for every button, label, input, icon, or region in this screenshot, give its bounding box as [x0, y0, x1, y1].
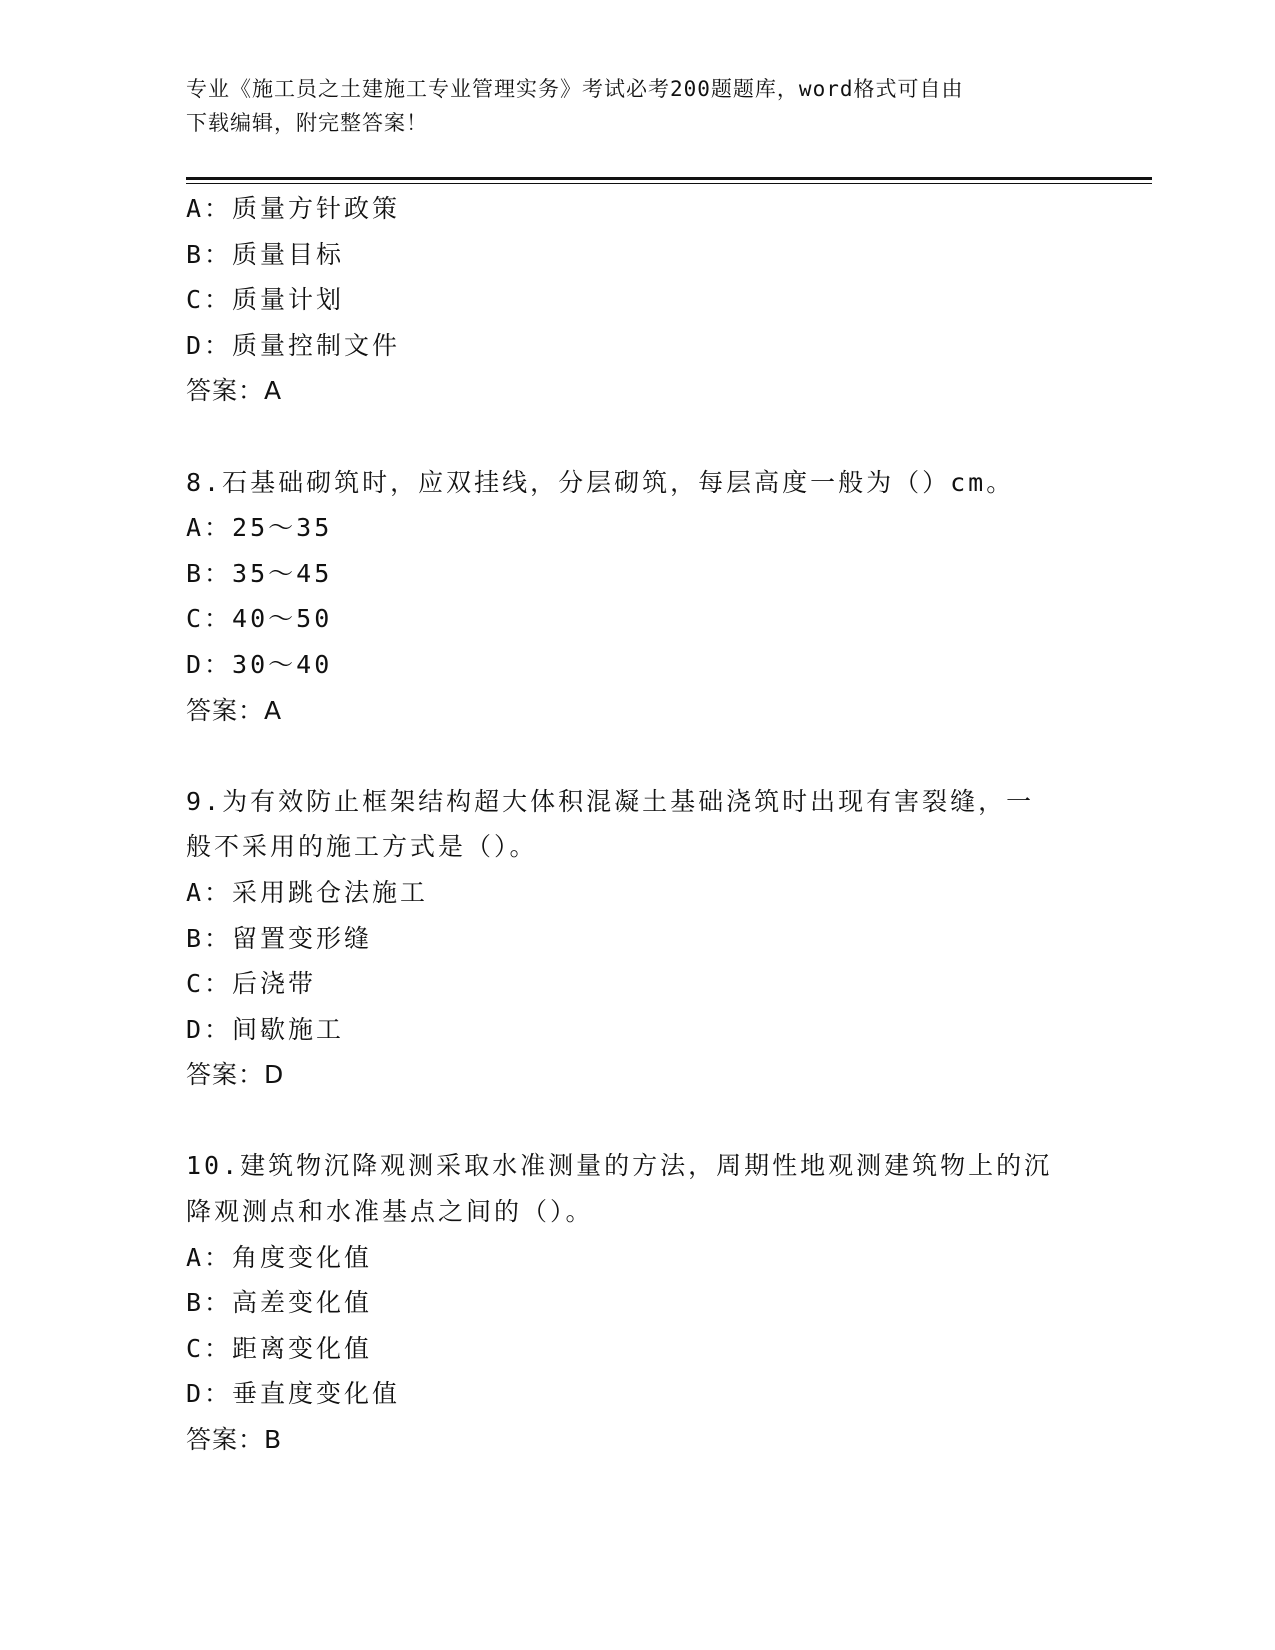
spacer: [186, 414, 1086, 460]
answer: 答案：A: [186, 695, 283, 725]
spacer: [186, 733, 1086, 779]
option-c: C：距离变化值: [186, 1333, 373, 1363]
question-10: [186, 1143, 1086, 1462]
option-d: D：间歇施工: [186, 1014, 345, 1044]
document-header: [186, 72, 1066, 140]
question-text-line-1: 10.建筑物沉降观测采取水准测量的方法，周期性地观测建筑物上的沉: [186, 1151, 1053, 1181]
option-c: C：质量计划: [186, 285, 345, 315]
spacer: [186, 1098, 1086, 1144]
answer: 答案：A: [186, 376, 283, 406]
option-c: C：40～50: [186, 604, 333, 634]
option-a: A：质量方针政策: [186, 194, 401, 223]
option-a: A：角度变化值: [186, 1242, 373, 1272]
option-c: C：后浇带: [186, 969, 317, 999]
option-a: A：采用跳仓法施工: [186, 877, 429, 907]
question-text-line-2: 降观测点和水准基点之间的（）。: [186, 1197, 594, 1227]
header-line-1: 专业《施工员之土建施工专业管理实务》考试必考200题题库，word格式可自由: [186, 77, 964, 101]
question-list: [186, 186, 1086, 1463]
header-line-2: 下载编辑，附完整答案！: [186, 111, 428, 135]
question-9: [186, 779, 1086, 1098]
question-text: 8.石基础砌筑时，应双挂线，分层砌筑，每层高度一般为（）cm。: [186, 467, 1015, 497]
question-text-line-1: 9.为有效防止框架结构超大体积混凝土基础浇筑时出现有害裂缝，一: [186, 786, 1035, 816]
option-b: B：35～45: [186, 558, 333, 588]
option-a: A：25～35: [186, 513, 333, 543]
header-divider-thin: [186, 183, 1152, 184]
question-7: [186, 186, 1086, 414]
option-d: D：30～40: [186, 649, 333, 679]
option-d: D：垂直度变化值: [186, 1379, 401, 1409]
answer: 答案：B: [186, 1425, 283, 1455]
header-divider-thick: [186, 177, 1152, 180]
answer: 答案：D: [186, 1060, 285, 1090]
question-text-line-2: 般不采用的施工方式是（）。: [186, 832, 538, 862]
option-d: D：质量控制文件: [186, 330, 401, 360]
option-b: B：高差变化值: [186, 1288, 373, 1318]
option-b: B：留置变形缝: [186, 923, 373, 953]
question-8: [186, 460, 1086, 734]
option-b: B：质量目标: [186, 239, 345, 269]
